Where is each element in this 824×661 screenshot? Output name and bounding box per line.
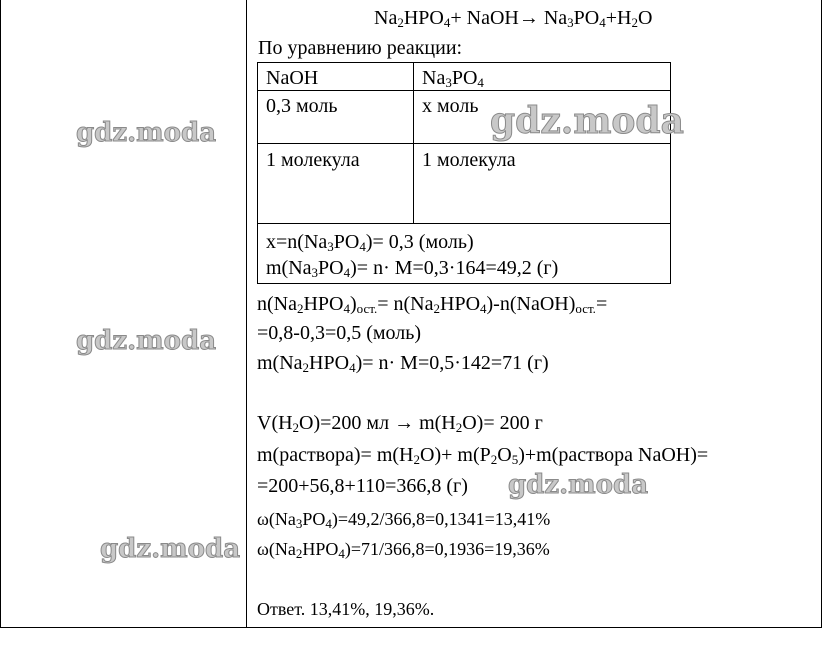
column-divider-line [246,0,247,628]
by-equation-label: По уравнению реакции: [258,37,463,59]
line-n-remaining: $n(Na_2HPO_4)_{ост.}=$ $n(Na_2HPO_4)-n(NaOH)_{ост.}=$ [257,293,608,316]
left-border-line [0,0,1,628]
line-solution-mass-value: =200+56,8+110=366,8 (г) [257,475,468,497]
reaction-equation: $Na_2HPO_4+$ NaOH→ $Na_3PO_4+H_2O$ [374,7,653,30]
table-cell-na3po4-molecule: 1 молекула [422,149,516,171]
watermark: gdz.moda [508,470,649,500]
watermark: gdz.moda [490,100,684,142]
watermark: gdz.moda [76,326,217,356]
watermark: gdz.moda [76,118,217,148]
table-cell-naoh-moles: 0,3 моль [266,95,338,117]
line-omega-na3po4: $\omega(Na_3PO_4)=49,2/366,8=0,1341=13,41\%$ [257,509,551,531]
line-m-na2hpo4: $m(Na_2HPO_4)= n\cdot M=0,5\cdot 142=71$ (г) [257,352,549,375]
watermark: gdz.moda [100,534,241,564]
bottom-border-line [0,627,822,628]
line-n-value: =0,8-0,3=0,5 (моль) [257,322,422,344]
table-result-line-1: $x=n(Na_3PO_4)= 0,3$ (моль) [266,231,474,254]
answer-line: Ответ. 13,41%, 19,36%. [257,599,435,619]
table-header-naoh: NaOH [266,67,319,89]
table-cell-naoh-molecule: 1 молекула [266,149,360,171]
table-header-na3po4: $Na_3PO_4$ [422,67,484,90]
right-border-line [821,0,822,628]
line-omega-na2hpo4: $\omega(Na_2HPO_4)=71/366,8=0,1936=19,36\%$ [257,539,550,561]
line-solution-mass: m(раствора)= $m(H_2O)+$ $m(P_2O_5)+m(раствора$ NaOH)= [257,444,709,467]
table-result-line-2: $m(Na_3PO_4)= n\cdot M=0,3\cdot 164=49,2$ (г) [266,257,559,280]
table-cell-na3po4-moles: x моль [422,95,479,117]
line-water-volume: $V(H_2O)=200$ мл → $m(H_2O)= 200$ г [257,412,543,435]
